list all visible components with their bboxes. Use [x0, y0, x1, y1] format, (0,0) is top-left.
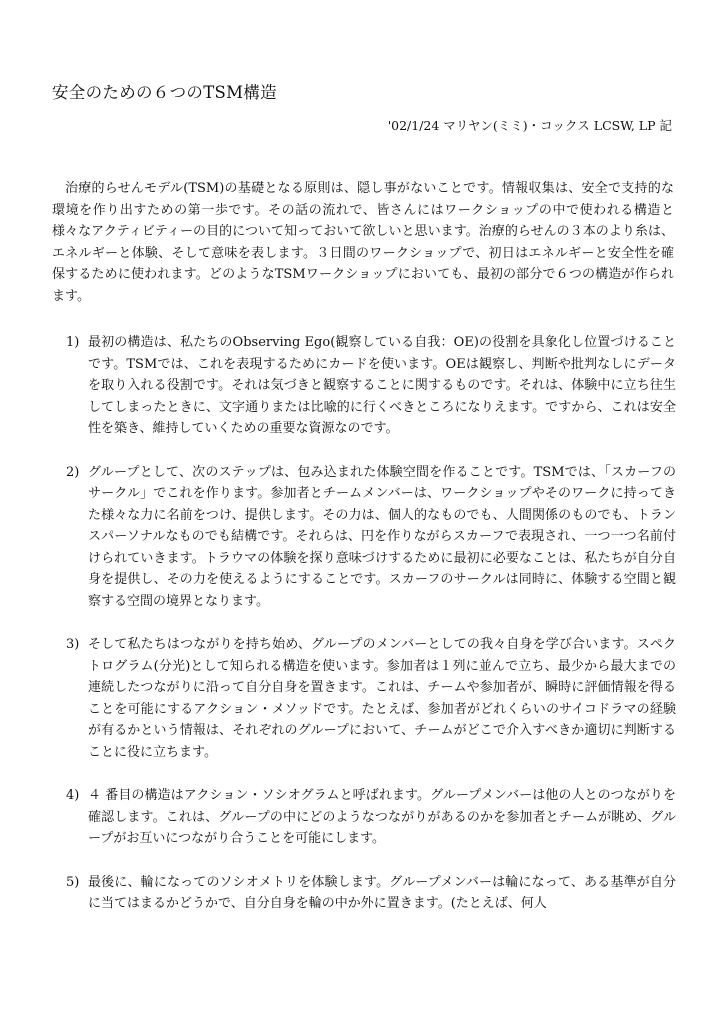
- list-item: [66, 634, 676, 763]
- list-item-text: 最後に、輪になってのソシオメトリを体験します。グループメンバーは輪になって、ある基準が自分に当てはまるかどうかで、自分自身を輪の中か外に置きます。(たとえば、何人: [88, 874, 676, 911]
- list-item: [66, 785, 676, 850]
- list-item: [66, 462, 676, 613]
- list-item-number: 3): [66, 637, 80, 652]
- list-item-text: 最初の構造は、私たちのObserving Ego(観察している自我：OE)の役割を具象化し位置づけることです。TSMでは、これを表現するためにカードを使います。OEは観察し、判断や批判なしにデータを取り入れる役割です。それは気づきと観察することに関するものです。それは、体験中に立ち往生してしまったときに、文字通りまたは比喩的に行くべきところになりえます。ですから、これは安全性を築き、維持していくための重要な資源なのです。: [88, 335, 676, 436]
- list-item: [66, 332, 676, 440]
- list-item-text: ４ 番目の構造はアクション・ソシオグラムと呼ばれます。グループメンバーは他の人とのつながりを確認します。これは、グループの中にどのようなつながりがあるのかを参加者とチームが眺め、グループがお互いにつながり合うことを可能にします。: [88, 788, 676, 846]
- list-item-text: グループとして、次のステップは、包み込まれた体験空間を作ることです。TSMでは、「スカーフのサークル」でこれを作ります。参加者とチームメンバーは、ワークショップやそのワークに持ってきた様々な力に名前をつけ、提供します。その力は、個人的なものでも、人間関係のものでも、トランスパーソナルなものでも結構です。それらは、円を作りながらスカーフで表現され、一つ一つ名前付けられていきます。トラウマの体験を探り意味づけするために最初に必要なことは、私たちが自分自身を提供し、その力を使えるようにすることです。スカーフのサークルは同時に、体験する空間と観察する空間の境界となります。: [88, 464, 676, 609]
- list-item-number: 4): [66, 788, 80, 803]
- list-item-number: 2): [66, 464, 80, 480]
- intro-paragraph: 治療的らせんモデル(TSM)の基礎となる原則は、隠し事がないことです。情報収集は、安全で支持的な環境を作り出すための第一歩です。その話の流れで、皆さんにはワークショップの中で使われる構造と様々なアクティビティーの目的について知っておいて欲しいと思います。治療的らせんの３本のより糸は、エネルギーと体験、そして意味を表します。３日間のワークショップで、初日はエネルギーと安全性を確保するために使われます。どのようなTSMワークショップにおいても、最初の部分で６つの構造が作られます。: [52, 181, 674, 304]
- list-item: [66, 872, 676, 915]
- structure-list: [66, 332, 676, 915]
- list-item-number: 5): [66, 874, 80, 890]
- author-date-line: '02/1/24 マリヤン(ミミ)・コックス LCSW, LP 記: [387, 118, 672, 133]
- list-item-number: 1): [66, 335, 80, 350]
- document-title: 安全のための６つのTSM構造: [52, 83, 277, 102]
- list-item-text: そして私たちはつながりを持ち始め、グループのメンバーとしての我々自身を学び合います。スペクトログラム(分光)として知られる構造を使います。参加者は１列に並んで立ち、最少から最大までの連続したつながりに沿って自分自身を置きます。これは、チームや参加者が、瞬時に評価情報を得ることを可能にするアクション・メソッドです。たとえば、参加者がどれくらいのサイコドラマの経験が有るかという情報は、それぞれのグループにおいて、チームがどこで介入すべきか適切に判断することに役に立ちます。: [88, 637, 676, 760]
